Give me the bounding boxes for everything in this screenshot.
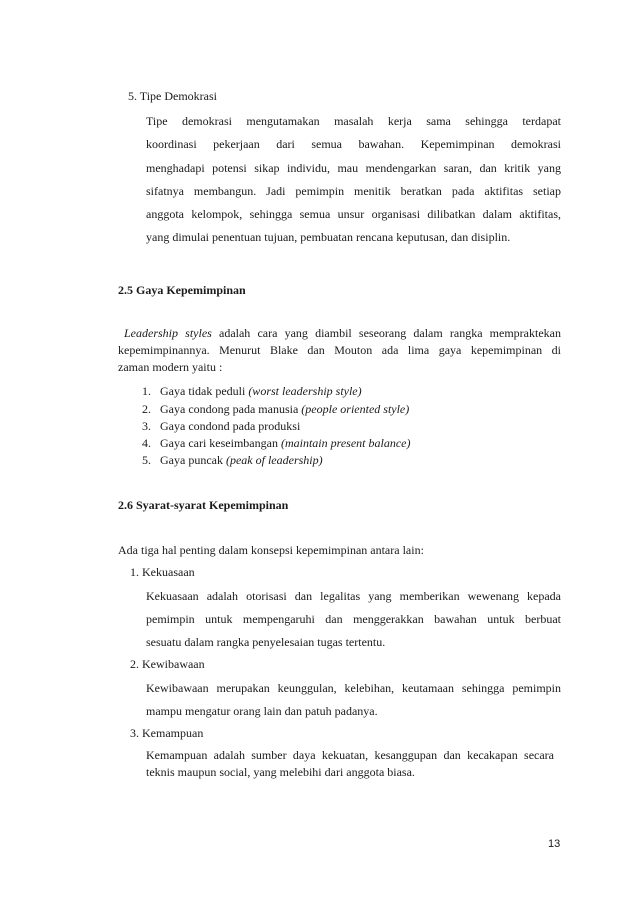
list-item-number: 1.	[142, 384, 151, 398]
s5-line-1: Tipe demokrasi mengutamakan masalah kerja sama sehingga terdapat	[146, 114, 561, 128]
s5-line-4: sifatnya membangun. Jadi pemimpin menitik beratkan pada aktifitas setiap	[146, 184, 561, 198]
s25-intro-line-1: Leadership styles adalah cara yang diambil seseorang dalam rangka mempraktekan	[124, 326, 561, 340]
item-kewibawaan-title: 2. Kewibawaan	[130, 657, 205, 671]
s26-intro: Ada tiga hal penting dalam konsepsi kepemimpinan antara lain:	[118, 543, 424, 557]
list-item-number: 4.	[142, 436, 151, 450]
section-5-heading: 5. Tipe Demokrasi	[128, 89, 218, 103]
leadership-styles-term: Leadership styles	[124, 326, 212, 340]
list-item: Gaya condong pada manusia (people oriented style)	[160, 402, 410, 416]
list-item: Gaya cari keseimbangan (maintain present balance)	[160, 436, 411, 450]
kemampuan-line-2: teknis maupun social, yang melebihi dari anggota biasa.	[146, 765, 415, 779]
list-item: Gaya tidak peduli (worst leadership style)	[160, 384, 362, 398]
kekuasaan-line-3: sesuatu dalam rangka penyelesaian tugas tertentu.	[146, 635, 386, 649]
s5-line-2: koordinasi pekerjaan dari semua bawahan. Kepemimpinan demokrasi	[146, 137, 561, 151]
s5-line-5: anggota kelompok, sehingga semua unsur organisasi dilibatkan dalam aktifitas,	[146, 207, 561, 221]
item-kemampuan-title: 3. Kemampuan	[130, 726, 204, 740]
kemampuan-line-1: Kemampuan adalah sumber daya kekuatan, kesanggupan dan kecakapan secara	[146, 748, 554, 762]
list-item: Gaya puncak (peak of leadership)	[160, 453, 323, 467]
list-item: Gaya condond pada produksi	[160, 419, 301, 433]
section-2-5-heading: 2.5 Gaya Kepemimpinan	[118, 283, 246, 297]
kekuasaan-line-1: Kekuasaan adalah otorisasi dan legalitas yang memberikan wewenang kepada	[146, 589, 561, 603]
section-2-6-heading: 2.6 Syarat-syarat Kepemimpinan	[118, 498, 289, 512]
item-kekuasaan-title: 1. Kekuasaan	[130, 565, 195, 579]
list-item-number: 2.	[142, 402, 151, 416]
page-number: 13	[548, 838, 561, 850]
s25-intro-line-2: kepemimpinannya. Menurut Blake dan Mouton ada lima gaya kepemimpinan di	[118, 343, 561, 357]
s5-line-3: menghadapi potensi sikap individu, mau mendengarkan saran, dan kritik yang	[146, 161, 561, 175]
s25-intro-line-3: zaman modern yaitu :	[118, 360, 223, 374]
kekuasaan-line-2: pemimpin untuk mempengaruhi dan menggerakkan bawahan untuk berbuat	[146, 612, 561, 626]
list-item-number: 3.	[142, 419, 151, 433]
kewibawaan-line-2: mampu mengatur orang lain dan patuh padanya.	[146, 704, 378, 718]
list-item-number: 5.	[142, 453, 151, 467]
s5-line-6: yang dimulai penentuan tujuan, pembuatan rencana keputusan, dan disiplin.	[146, 230, 511, 244]
kewibawaan-line-1: Kewibawaan merupakan keunggulan, kelebihan, keutamaan sehingga pemimpin	[146, 681, 561, 695]
